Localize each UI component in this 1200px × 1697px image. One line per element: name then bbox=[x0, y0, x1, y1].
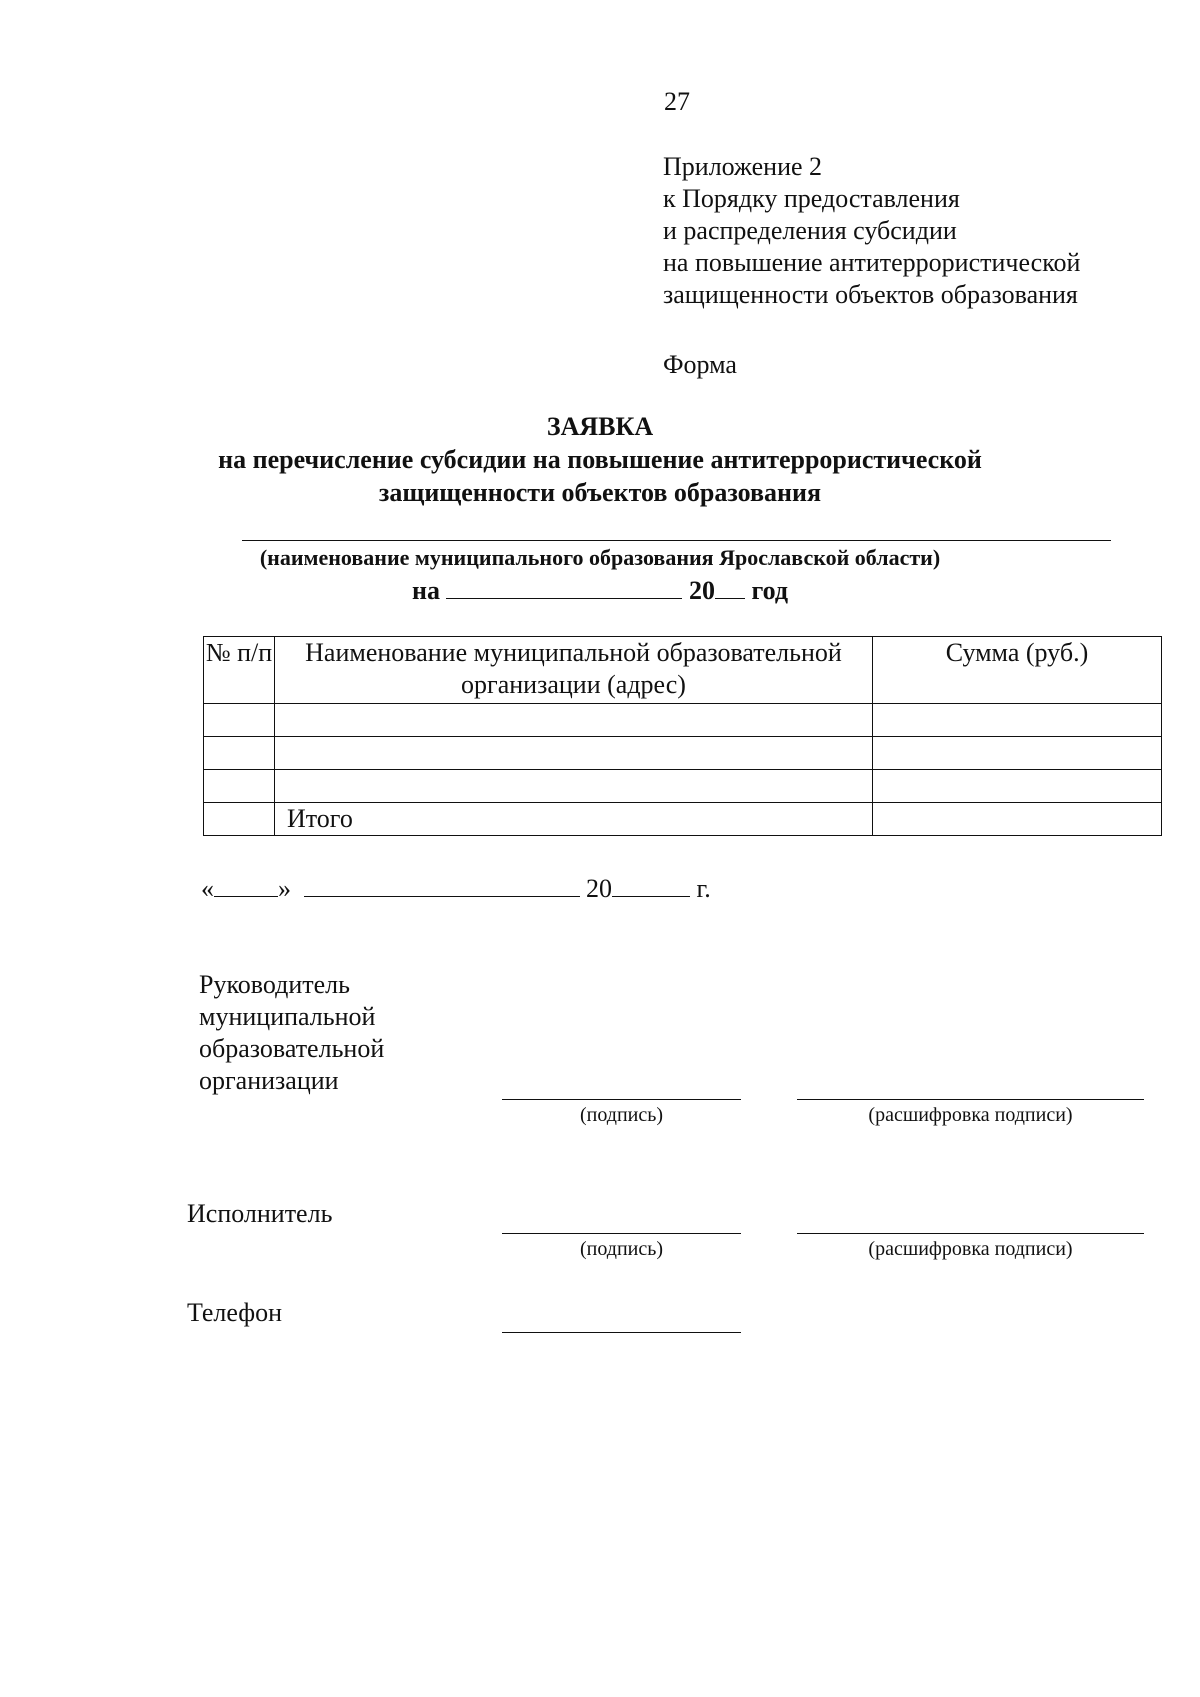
cell-organization[interactable] bbox=[275, 737, 873, 770]
month-blank[interactable] bbox=[304, 872, 580, 897]
header-organization: Наименование муниципальной образовательной организации (адрес) bbox=[275, 637, 873, 704]
date-year-prefix: 20 bbox=[586, 874, 612, 903]
total-label: Итого bbox=[275, 803, 873, 836]
cell-number[interactable] bbox=[204, 737, 275, 770]
cell-organization[interactable] bbox=[275, 770, 873, 803]
table-row bbox=[204, 704, 1162, 737]
header-sum: Сумма (руб.) bbox=[873, 637, 1162, 704]
head-label-line: муниципальной bbox=[199, 1002, 376, 1031]
table-header-row bbox=[204, 637, 1162, 704]
municipality-caption: (наименование муниципального образования Ярославской области) bbox=[259, 545, 941, 570]
head-label-line: Руководитель bbox=[199, 970, 350, 999]
total-sum-cell[interactable] bbox=[873, 803, 1162, 836]
header-number: № п/п bbox=[204, 637, 275, 704]
executor-decoding-line[interactable] bbox=[797, 1233, 1144, 1234]
table-row bbox=[204, 770, 1162, 803]
date-row bbox=[201, 872, 711, 905]
document-title bbox=[0, 411, 1200, 510]
date-year-blank[interactable] bbox=[612, 872, 690, 897]
cell-organization[interactable] bbox=[275, 704, 873, 737]
day-blank[interactable] bbox=[214, 872, 278, 897]
phone-line[interactable] bbox=[502, 1332, 741, 1333]
head-label-line: организации bbox=[199, 1066, 339, 1095]
date-close-quote: » bbox=[278, 874, 291, 903]
municipality-name-line[interactable] bbox=[242, 540, 1111, 541]
page-number: 27 bbox=[664, 87, 690, 116]
cell-sum[interactable] bbox=[873, 737, 1162, 770]
year-number-prefix: 20 bbox=[688, 576, 715, 605]
cell-number[interactable] bbox=[204, 770, 275, 803]
head-label-line: образовательной bbox=[199, 1034, 385, 1063]
year-row bbox=[0, 574, 1200, 607]
executor-signature-caption: (подпись) bbox=[579, 1238, 664, 1260]
period-blank[interactable] bbox=[446, 574, 682, 599]
title-line-1: на перечисление субсидии на повышение антитеррористической bbox=[218, 445, 982, 474]
head-signatory-label bbox=[199, 969, 384, 1097]
executor-label: Исполнитель bbox=[187, 1199, 333, 1228]
title-heading: ЗАЯВКА bbox=[546, 412, 654, 441]
executor-decoding-caption: (расшифровка подписи) bbox=[868, 1238, 1073, 1260]
table-row bbox=[204, 737, 1162, 770]
date-open-quote: « bbox=[201, 874, 214, 903]
title-line-2: защищенности объектов образования bbox=[378, 478, 822, 507]
appendix-line: на повышение антитеррористической bbox=[663, 248, 1081, 277]
head-decoding-caption: (расшифровка подписи) bbox=[868, 1104, 1073, 1126]
year-blank[interactable] bbox=[715, 574, 745, 599]
subsidy-table bbox=[203, 636, 1162, 836]
appendix-line: защищенности объектов образования bbox=[663, 280, 1078, 309]
date-year-suffix: г. bbox=[696, 874, 711, 903]
cell-sum[interactable] bbox=[873, 704, 1162, 737]
phone-label: Телефон bbox=[187, 1298, 283, 1327]
appendix-line: Приложение 2 bbox=[663, 152, 823, 181]
executor-signature-line[interactable] bbox=[502, 1233, 741, 1234]
cell-number[interactable] bbox=[204, 704, 275, 737]
year-prefix: на bbox=[411, 576, 440, 605]
table-total-row bbox=[204, 803, 1162, 836]
appendix-line: к Порядку предоставления bbox=[663, 184, 960, 213]
year-suffix: год bbox=[751, 576, 789, 605]
head-decoding-line[interactable] bbox=[797, 1099, 1144, 1100]
form-label: Форма bbox=[663, 350, 737, 379]
appendix-reference bbox=[663, 151, 1080, 311]
cell-sum[interactable] bbox=[873, 770, 1162, 803]
head-signature-line[interactable] bbox=[502, 1099, 741, 1100]
head-signature-caption: (подпись) bbox=[579, 1104, 664, 1126]
cell-number bbox=[204, 803, 275, 836]
appendix-line: и распределения субсидии bbox=[663, 216, 957, 245]
